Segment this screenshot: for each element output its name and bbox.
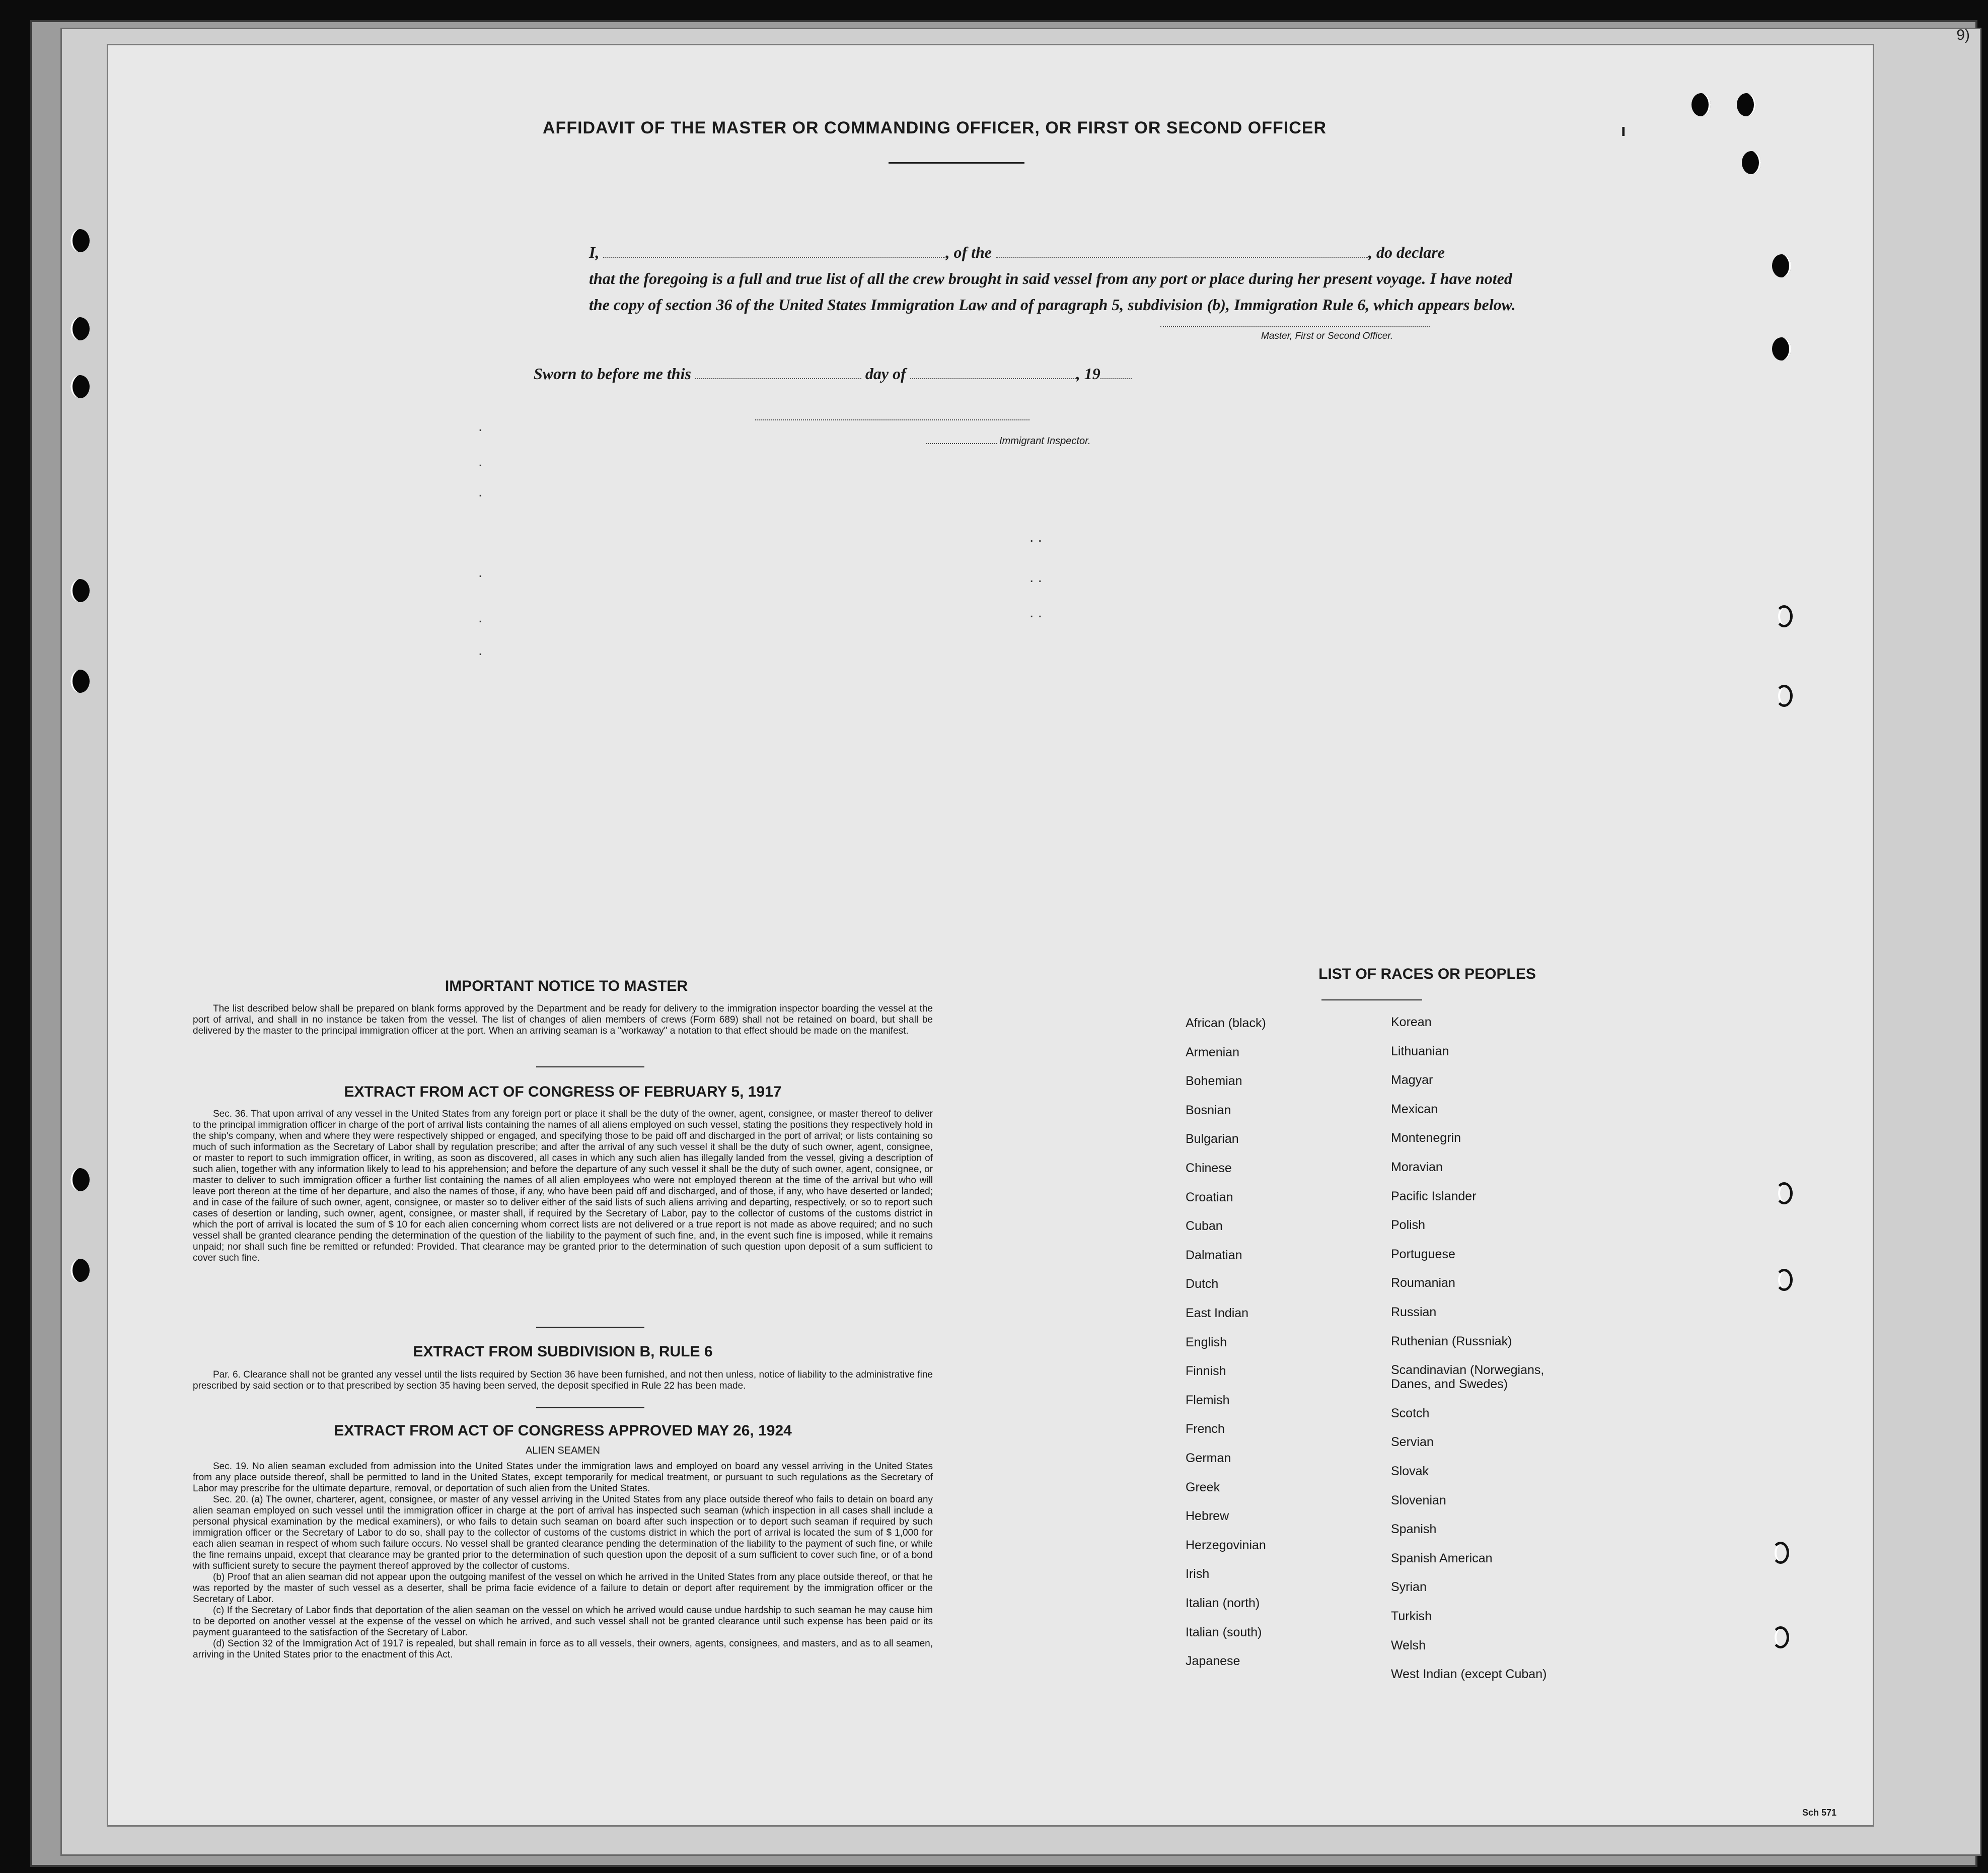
corner-mark: 9)	[1956, 27, 1970, 43]
race-item: Hebrew	[1186, 1509, 1229, 1524]
stray-mark: .	[478, 418, 483, 435]
i-label: I,	[589, 243, 600, 261]
race-item: West Indian (except Cuban)	[1391, 1667, 1547, 1682]
race-item: Russian	[1391, 1305, 1437, 1319]
race-item: Scandinavian (Norwegians,	[1391, 1363, 1544, 1378]
form-code: Sch 571	[1802, 1808, 1837, 1818]
act-1924-body	[193, 1461, 933, 1661]
race-item: East Indian	[1186, 1306, 1249, 1320]
race-item: Spanish	[1391, 1522, 1437, 1537]
divider	[536, 1066, 644, 1067]
inspector-line-short	[926, 443, 997, 444]
race-item: Syrian	[1391, 1580, 1427, 1595]
stray-mark: .	[478, 453, 483, 470]
race-item: Irish	[1186, 1567, 1210, 1581]
race-item: African (black)	[1186, 1016, 1266, 1030]
stray-mark: . .	[1029, 569, 1043, 586]
divider	[536, 1407, 644, 1408]
sec-20c: (c) If the Secretary of Labor finds that deportation of the alien seaman on the vessel on which he arrived would cause undue hardship to such seaman he may cause him to be deported on another vessel at the expense of the vessel on which he arrived, and such vessel shall not be granted clearance until such expense has been paid or its payment guaranteed to the satisfaction of the Secretary of Labor.	[193, 1605, 933, 1638]
inspector-line[interactable]	[755, 419, 1029, 420]
race-item: Bohemian	[1186, 1074, 1242, 1089]
notice-body: The list described below shall be prepared on blank forms approved by the Department and be ready for delivery to the immigration inspector boarding the vessel at the port of arrival, and shall in no instance be taken from the vessel. The list of changes of alien members of crews (Form 689) shall not be retained on board, but shall be delivered by the master to the principal immigration officer at the port. When an arriving seaman is a "workaway" a notation to that effect should be made on the manifest.	[193, 1003, 933, 1036]
race-item: Korean	[1391, 1015, 1432, 1029]
race-item: French	[1186, 1422, 1225, 1436]
binder-hole	[1772, 1542, 1789, 1564]
race-item: Welsh	[1391, 1638, 1426, 1652]
race-item: Dalmatian	[1186, 1248, 1242, 1262]
race-item: Italian (south)	[1186, 1625, 1262, 1639]
race-item: Mexican	[1391, 1102, 1438, 1116]
act-1917-body: Sec. 36. That upon arrival of any vessel in the United States from any foreign port or place it shall be the duty of the owner, agent, consignee, or master thereof to deliver to the principal immigration officer in charge of the port of arrival lists containing the names of all aliens employed on such vessel, stating the positions they respectively hold in the ship's company, when and where they were respectively shipped or engaged, and specifying those to be paid off and discharged in the port of arrival; or lists containing so much of such information as the Secretary of Labor shall by regulation prescribe; and after the arrival of any such vessel it shall be the duty of such owner, agent, consignee, or master to report to such immigration officer, in writing, as soon as discovered, all cases in which any such alien has illegally landed from the vessel, giving a description of such alien, together with any information likely to lead to his apprehension; and before the departure of any such vessel it shall be the duty of such owner, agent, consignee, or master to deliver to such immigration officer a further list containing the names of all alien employees who were not employed thereon at the time of the arrival but who will leave port thereon at the time of her departure, and also the names of those, if any, who have been paid off and discharged, and of those, if any, who have deserted or landed; and in case of the failure of such owner, agent, consignee, or master so to deliver either of the said lists of such aliens arriving and departing, respectively, or so to report such cases of desertion or landing, such owner, agent, consignee, or master shall, if required by the Secretary of Labor, pay to the collector of customs of the customs district in which the port of arrival is located the sum of $ 10 for each alien concerning whom correct lists are not delivered or a true report is not made as above required; and no such vessel shall be granted clearance pending the determination of the question of the liability to the payment of such fine, and, in the event such fine is imposed, while it remains unpaid; nor shall such fine be remitted or refunded: Provided. That clearance may be granted prior to the determination of such question upon deposit of a sum sufficient to cover such fine.	[193, 1109, 933, 1263]
race-item: Magyar	[1391, 1073, 1433, 1088]
do-declare-label: , do declare	[1368, 243, 1445, 261]
race-item: Montenegrin	[1391, 1131, 1461, 1145]
race-item: Bosnian	[1186, 1103, 1231, 1117]
sec-20b: (b) Proof that an alien seaman did not appear upon the outgoing manifest of the vessel on which he arrived in the United States from any place outside thereof, or that he was reported by the master of such vessel as a deserter, shall be prima facie evidence of a failure to detain or deport after requirement by the immigration officer or the Secretary of Labor.	[193, 1572, 933, 1605]
day-of-label: day of	[865, 365, 906, 383]
act-1917-title: EXTRACT FROM ACT OF CONGRESS OF FEBRUARY 5, 1917	[344, 1084, 782, 1100]
form-page	[108, 45, 1873, 1825]
stray-mark: .	[478, 642, 483, 659]
race-item: Greek	[1186, 1480, 1220, 1494]
binder-hole	[70, 579, 90, 602]
vessel-field[interactable]	[996, 243, 1368, 258]
binder-hole	[70, 1168, 90, 1191]
binder-hole	[1772, 254, 1791, 277]
rule-6-body: Par. 6. Clearance shall not be granted any vessel until the lists required by Section 36 have been furnished, and not then unless, notice of liability to the administrative fine prescribed by said section or to that prescribed by section 35 having been served, the deposit specified in Rule 22 has been made.	[193, 1370, 933, 1391]
race-item: Lithuanian	[1391, 1044, 1449, 1058]
races-title: LIST OF RACES OR PEOPLES	[1318, 966, 1536, 982]
race-item: Moravian	[1391, 1160, 1443, 1174]
binder-hole	[70, 670, 90, 693]
name-field[interactable]	[603, 243, 945, 258]
race-item: Spanish American	[1391, 1551, 1493, 1565]
sec-19: Sec. 19. No alien seaman excluded from admission into the United States under the immigration laws and employed on board any vessel arriving in the United States from any place outside thereof, shall be permitted to land in the United States, except temporarily for medical treatment, or pursuant to such regulations as the Secretary of Labor may prescribe for the ultimate departure, removal, or deportation of such alien from the United States.	[193, 1461, 933, 1494]
binder-hole	[1776, 1269, 1793, 1291]
race-item: Herzegovinian	[1186, 1538, 1266, 1552]
divider	[536, 1327, 644, 1328]
declaration-body: that the foregoing is a full and true list of all the crew brought in said vessel from any port or place during her present voyage. I have noted the copy of section 36 of the United States Immigration Law and of paragraph 5, subdivision (b), Immigration Rule 6, which appears below.	[589, 269, 1516, 314]
binder-hole	[1772, 337, 1791, 361]
race-item: Slovak	[1391, 1464, 1429, 1478]
declaration	[589, 239, 1535, 318]
rule-6-title: EXTRACT FROM SUBDIVISION B, RULE 6	[413, 1343, 713, 1360]
stray-mark: .	[478, 609, 483, 626]
binder-hole	[1691, 93, 1711, 116]
binder-hole	[70, 375, 90, 398]
binder-hole	[1776, 685, 1793, 707]
sworn-year-field[interactable]	[1100, 364, 1132, 379]
signature-line[interactable]	[1160, 326, 1430, 327]
race-item: Polish	[1391, 1218, 1426, 1233]
notice-title: IMPORTANT NOTICE TO MASTER	[445, 978, 688, 994]
stray-mark: ı	[1621, 121, 1626, 140]
signature-label: Master, First or Second Officer.	[1261, 331, 1393, 341]
race-item: Finnish	[1186, 1364, 1226, 1379]
race-item: Ruthenian (Russniak)	[1391, 1334, 1512, 1348]
race-item: Dutch	[1186, 1277, 1219, 1291]
binder-hole	[70, 1259, 90, 1282]
race-item: Armenian	[1186, 1045, 1239, 1059]
inspector-label: Immigrant Inspector.	[999, 436, 1091, 447]
race-item: Italian (north)	[1186, 1596, 1260, 1610]
binder-hole	[70, 229, 90, 252]
sworn-line	[534, 364, 1132, 383]
race-item: Roumanian	[1391, 1276, 1455, 1290]
stray-mark: . .	[1029, 604, 1043, 621]
act-1924-subtitle: ALIEN SEAMEN	[526, 1445, 600, 1456]
act-1924-title: EXTRACT FROM ACT OF CONGRESS APPROVED MAY 26, 1924	[334, 1422, 792, 1439]
of-the-label: , of the	[945, 243, 992, 261]
race-item: Chinese	[1186, 1161, 1232, 1175]
sworn-day-field[interactable]	[695, 364, 861, 379]
stray-mark: .	[478, 564, 483, 581]
race-item: Cuban	[1186, 1219, 1223, 1234]
race-item: Scotch	[1391, 1406, 1430, 1420]
race-item: Portuguese	[1391, 1247, 1455, 1261]
stray-mark: .	[478, 483, 483, 500]
binder-hole	[1776, 1182, 1793, 1204]
race-item: Danes, and Swedes)	[1391, 1377, 1508, 1392]
race-item: Turkish	[1391, 1609, 1432, 1623]
sworn-month-field[interactable]	[910, 364, 1076, 379]
sworn-label: Sworn to before me this	[534, 365, 691, 383]
stray-mark: . .	[1029, 529, 1043, 545]
binder-hole	[70, 317, 90, 340]
race-item: Pacific Islander	[1391, 1189, 1477, 1203]
race-item: Japanese	[1186, 1654, 1240, 1669]
race-item: Slovenian	[1391, 1493, 1446, 1507]
sec-20a: Sec. 20. (a) The owner, charterer, agent, consignee, or master of any vessel arriving in the United States from any place outside thereof who fails to detain on board any alien seaman employed on such vessel until the immigration officer in charge at the port of arrival has inspected such seaman (which inspection in all cases shall include a personal physical examination by the medical examiners), or who fails to detain such seaman on board after such inspection or to deport such seaman if required by such immigration officer or the Secretary of Labor to do so, shall pay to the collector of customs of the customs district in which the port of arrival is located the sum of $ 1,000 for each alien seaman in respect of whom such failure occurs. No vessel shall be granted clearance pending the determination of the liability to the payment of such fine, or while the fine remains unpaid, except that clearance may be granted prior to the determination of such question upon the deposit of a sum sufficient to cover such fine, or of a bond with sufficient surety to secure the payment thereof approved by the collector of customs.	[193, 1494, 933, 1571]
race-item: Croatian	[1186, 1190, 1233, 1204]
race-item: Servian	[1391, 1435, 1434, 1450]
binder-hole	[1737, 93, 1756, 116]
sec-20d: (d) Section 32 of the Immigration Act of 1917 is repealed, but shall remain in force as to all vessels, their owners, agents, consignees, and masters, and as to all seamen, arriving in the United States prior to the enactment of this Act.	[193, 1638, 933, 1660]
affidavit-title: AFFIDAVIT OF THE MASTER OR COMMANDING OFFICER, OR FIRST OR SECOND OFFICER	[543, 118, 1327, 137]
divider	[889, 162, 1024, 164]
race-item: German	[1186, 1451, 1231, 1465]
race-item: Bulgarian	[1186, 1132, 1239, 1146]
binder-hole	[1742, 151, 1761, 174]
year-label: , 19	[1076, 365, 1100, 383]
race-item: English	[1186, 1335, 1227, 1349]
divider	[1321, 999, 1422, 1000]
race-item: Flemish	[1186, 1393, 1230, 1407]
binder-hole	[1776, 605, 1793, 627]
binder-hole	[1772, 1626, 1789, 1648]
